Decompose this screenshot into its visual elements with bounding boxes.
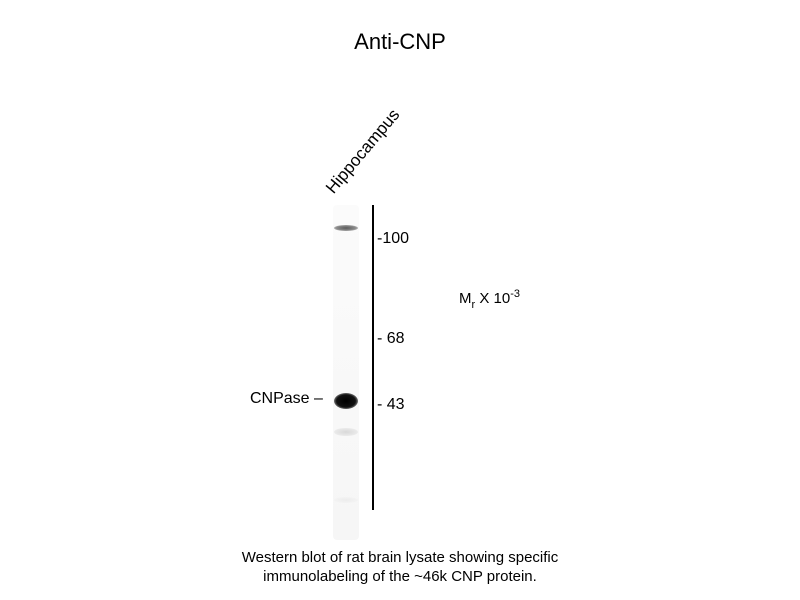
caption-line-2: immunolabeling of the ~46k CNP protein. xyxy=(263,568,537,585)
marker-label-43: - 43 xyxy=(377,396,405,413)
lane-label: Hippocampus xyxy=(322,105,404,198)
blot-lane xyxy=(333,205,359,540)
band-faint-lower xyxy=(334,428,358,436)
molecular-weight-unit-label xyxy=(459,290,520,309)
band-faint-bottom xyxy=(334,497,358,503)
marker-axis-line xyxy=(372,205,374,510)
band-100kda xyxy=(334,225,358,231)
mr-base: M xyxy=(459,290,472,307)
mr-superscript: -3 xyxy=(510,288,520,300)
cnpase-label: CNPase – xyxy=(250,390,323,407)
marker-label-68: - 68 xyxy=(377,330,405,347)
mr-subscript: r xyxy=(471,299,476,311)
band-cnpase xyxy=(334,393,358,409)
mr-mid: X 10 xyxy=(475,290,511,307)
figure-title: Anti-CNP xyxy=(354,29,446,54)
caption-line-1: Western blot of rat brain lysate showing specific xyxy=(241,549,559,566)
marker-label-100: -100 xyxy=(377,230,410,247)
figure-caption xyxy=(0,548,800,586)
